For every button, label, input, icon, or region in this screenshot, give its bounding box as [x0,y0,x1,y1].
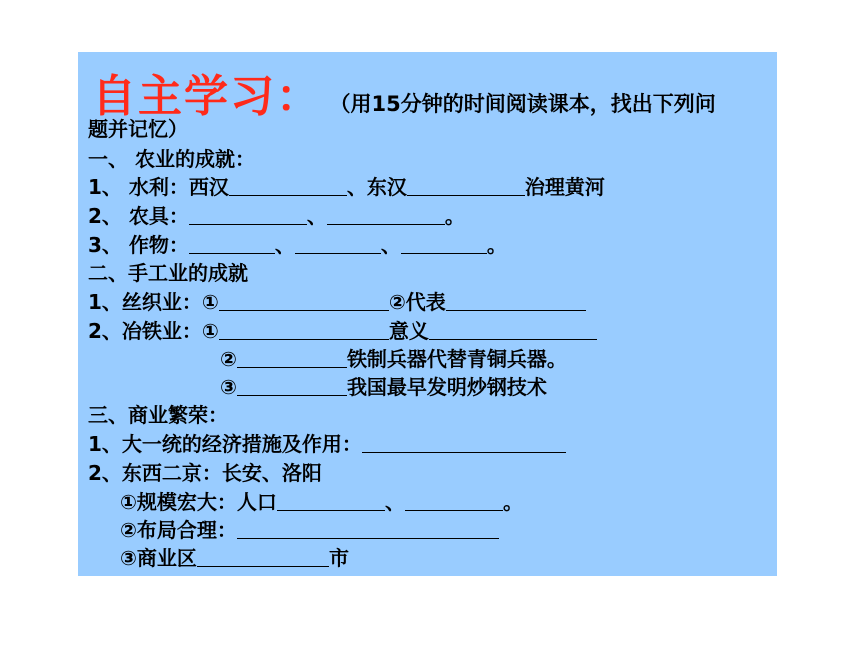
item-label: 1、丝织业：① [88,290,219,314]
item-label: ②布局合理： [120,518,237,542]
title-note: （用15分钟的时间阅读课本，找出下列问 [340,92,716,116]
section2-iron-sub3 [220,374,547,400]
section3-sub-3 [120,545,349,571]
item-tail: 。 [444,204,465,228]
section1-item-2 [88,203,465,229]
item-tail: 治理黄河 [524,175,605,199]
item-label: 1、大一统的经济措施及作用： [88,432,362,456]
blank-field[interactable] [237,347,347,368]
blank-field[interactable] [429,319,597,340]
blank-field[interactable] [362,432,566,453]
item-label: 农具： [128,204,189,228]
item-separator: 意义 [388,319,429,343]
item-separator: 、 [380,233,401,257]
title-note-continued: 题并记忆） [88,117,188,141]
blank-field[interactable] [237,375,347,396]
section2-iron-sub2 [220,346,567,372]
page-title: 自主学习： [92,71,322,122]
item-tail: 市 [328,546,349,570]
item-label: 2、冶铁业：① [88,319,219,343]
blank-field[interactable] [189,204,307,225]
item-separator: 、 [384,490,405,514]
blank-field[interactable] [219,290,389,311]
item-number: 2、 [88,204,122,228]
item-label: 作物： [128,233,189,257]
section3-heading: 三、商业繁荣： [88,403,228,427]
blank-field[interactable] [407,175,525,196]
blank-field[interactable] [277,490,385,511]
title-row [92,60,716,120]
section3-item-1 [88,431,566,457]
blank-field[interactable] [295,233,381,254]
section1-item-1 [88,174,605,200]
blank-field[interactable] [401,233,487,254]
item-separator: 、 [274,233,295,257]
blank-field[interactable] [219,319,389,340]
item-text: 我国最早发明炒钢技术 [346,375,547,399]
item-separator: 、东汉 [346,175,407,199]
section3-sub-2 [120,517,499,543]
section1-item-3 [88,232,507,258]
item-number: 3、 [88,233,122,257]
section2-iron [88,318,597,344]
item-label: 水利：西汉 [128,175,229,199]
item-tail: 。 [502,490,523,514]
section2-silk [88,289,586,315]
section1-heading: 一、 农业的成就： [88,147,255,171]
blank-field[interactable] [189,233,275,254]
blank-field[interactable] [229,175,347,196]
item-number: 1、 [88,175,122,199]
section2-heading: 二、手工业的成就 [88,261,248,285]
item-separator: 、 [306,204,327,228]
item-number: ③ [220,375,237,399]
item-separator: ②代表 [388,290,446,314]
blank-field[interactable] [327,204,445,225]
section3-item-2: 2、东西二京：长安、洛阳 [88,461,322,485]
item-tail: 。 [486,233,507,257]
blank-field[interactable] [405,490,503,511]
item-label: ①规模宏大：人口 [120,490,277,514]
item-label: ③商业区 [120,546,197,570]
section3-sub-1 [120,489,523,515]
blank-field[interactable] [446,290,586,311]
item-number: ② [220,347,237,371]
blank-field[interactable] [197,546,329,567]
blank-field[interactable] [237,518,499,539]
item-text: 铁制兵器代替青铜兵器。 [346,347,567,371]
